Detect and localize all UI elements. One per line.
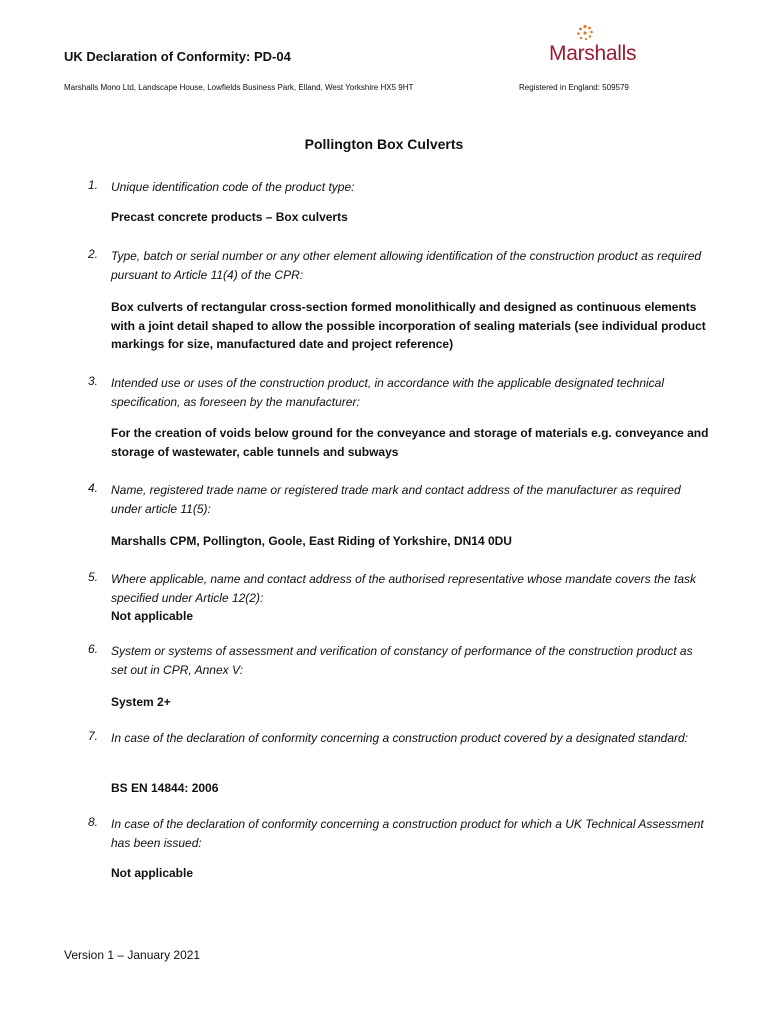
item-answer: System 2+: [111, 695, 171, 709]
logo-swirl-icon: [574, 24, 596, 44]
document-title: UK Declaration of Conformity: PD-04: [64, 49, 291, 64]
item-answer: Precast concrete products – Box culverts: [111, 210, 348, 224]
registration-number: Registered in England: 509579: [519, 83, 629, 92]
item-number: 6.: [88, 642, 99, 656]
marshalls-logo: [549, 24, 649, 68]
item-number: 4.: [88, 481, 99, 495]
item-answer: For the creation of voids below ground for the conveyance and storage of materials e.g. conveyance and storage of wastewater, cable tunnels and subways: [111, 426, 709, 459]
item-answer: BS EN 14844: 2006: [111, 781, 219, 795]
item-answer: Marshalls CPM, Pollington, Goole, East Riding of Yorkshire, DN14 0DU: [111, 534, 512, 548]
logo-wordmark: Marshalls: [549, 42, 637, 65]
item-number: 3.: [88, 374, 99, 388]
company-address: Marshalls Mono Ltd, Landscape House, Lowfields Business Park, Elland, West Yorkshire HX5 9HT: [64, 83, 414, 92]
item-question: System or systems of assessment and verification of constancy of performance of the construction product as set out in CPR, Annex V:: [111, 644, 693, 677]
item-number: 8.: [88, 815, 99, 829]
item-answer: Not applicable: [111, 609, 194, 623]
item-number: 5.: [88, 570, 99, 584]
item-question: Intended use or uses of the construction product, in accordance with the applicable designated technical specification, as foreseen by the manufacturer:: [111, 376, 665, 409]
item-number: 1.: [88, 178, 99, 192]
page-heading: Pollington Box Culverts: [304, 136, 464, 152]
item-question: Unique identification code of the product type:: [111, 180, 355, 194]
item-answer: Not applicable: [111, 866, 194, 880]
item-question: Where applicable, name and contact address of the authorised representative whose mandate covers the task specified under Article 12(2):: [111, 572, 697, 605]
item-number: 7.: [88, 729, 99, 743]
item-question: In case of the declaration of conformity concerning a construction product covered by a designated standard:: [111, 731, 689, 745]
item-question: In case of the declaration of conformity concerning a construction product for which a UK Technical Assessment has been issued:: [111, 817, 704, 850]
item-answer: Box culverts of rectangular cross-section formed monolithically and designed as continuous elements with a joint detail shaped to allow the possible incorporation of sealing materials (see individual product markings for size, manufactured date and project reference): [111, 300, 706, 351]
item-question: Name, registered trade name or registered trade mark and contact address of the manufacturer as required under article 11(5):: [111, 483, 681, 516]
version-footer: Version 1 – January 2021: [64, 948, 201, 962]
item-question: Type, batch or serial number or any other element allowing identification of the construction product as required pursuant to Article 11(4) of the CPR:: [111, 249, 702, 282]
item-number: 2.: [88, 247, 99, 261]
